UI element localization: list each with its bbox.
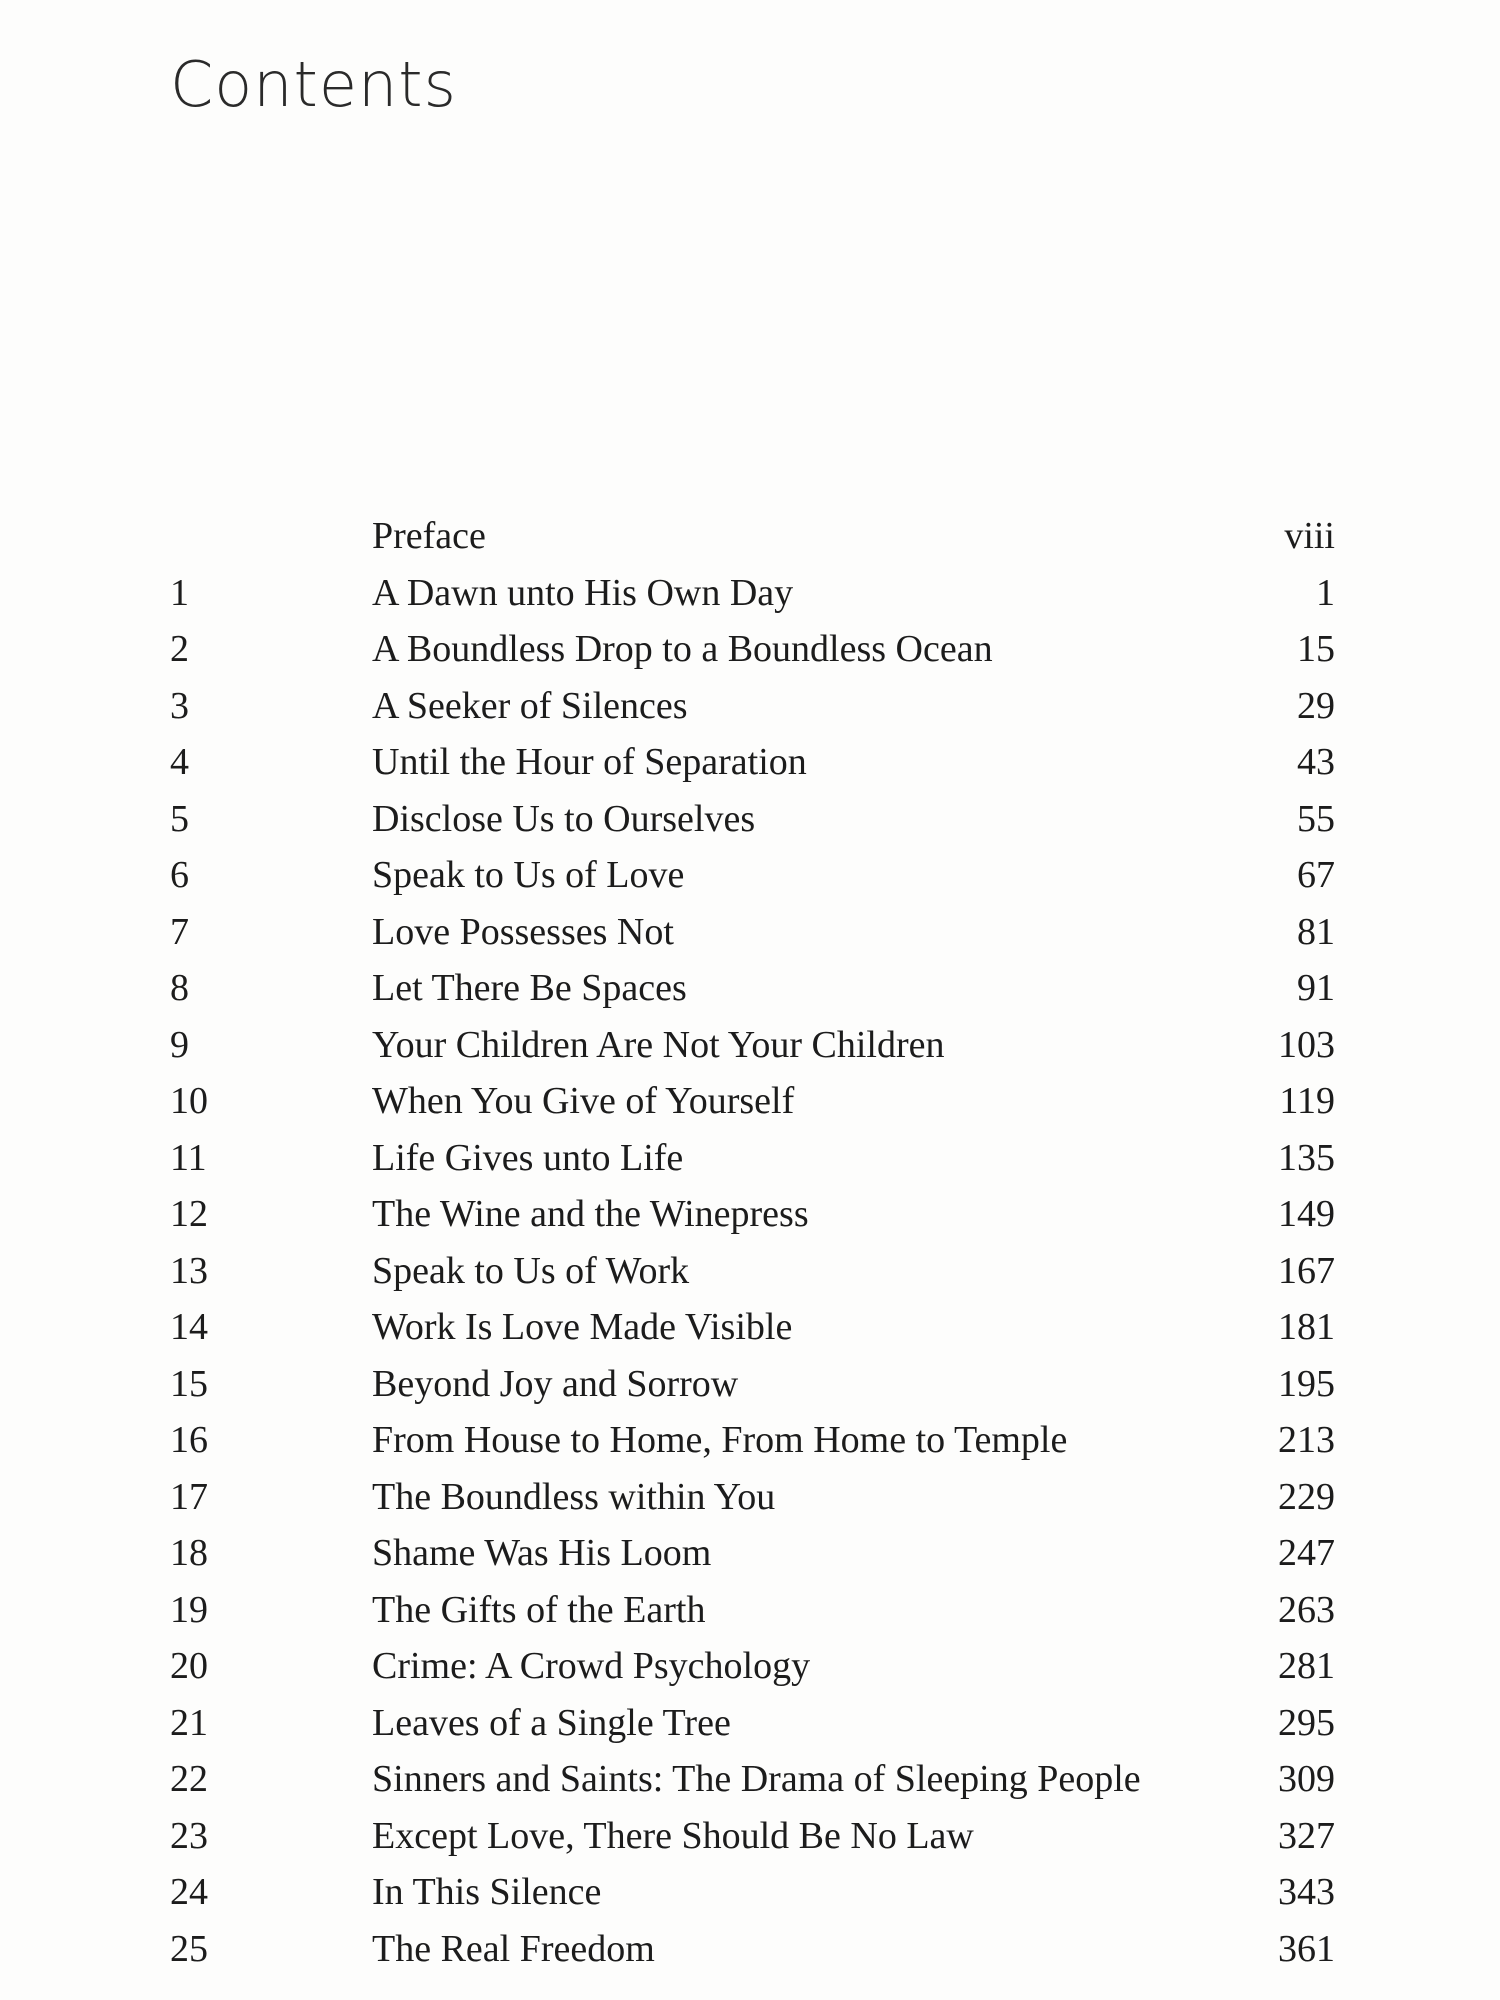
chapter-title: Work Is Love Made Visible — [372, 1306, 793, 1348]
page-number: 43 — [1297, 741, 1335, 783]
chapter-number: 10 — [170, 1080, 208, 1122]
toc-entry — [170, 621, 1335, 678]
chapter-number: 22 — [170, 1758, 208, 1800]
page-number: 15 — [1297, 628, 1335, 670]
toc-entry — [170, 791, 1335, 848]
toc-entry — [170, 904, 1335, 961]
chapter-number: 24 — [170, 1871, 208, 1913]
chapter-number: 21 — [170, 1701, 208, 1744]
page-number: 55 — [1297, 797, 1335, 840]
toc-entry — [170, 1921, 1335, 1978]
chapter-title: A Dawn unto His Own Day — [372, 571, 794, 614]
chapter-number: 11 — [170, 1136, 207, 1179]
chapter-title: In This Silence — [372, 1871, 602, 1913]
chapter-title: Speak to Us of Work — [372, 1249, 690, 1292]
chapter-title: From House to Home, From Home to Temple — [372, 1419, 1068, 1461]
chapter-number: 23 — [170, 1814, 208, 1857]
chapter-number: 2 — [170, 628, 189, 670]
toc-entry — [170, 734, 1335, 791]
chapter-title: The Wine and the Winepress — [372, 1193, 809, 1235]
chapter-title: When You Give of Yourself — [372, 1080, 795, 1122]
chapter-number: 4 — [170, 741, 189, 783]
page-number: 167 — [1278, 1249, 1335, 1292]
chapter-number: 12 — [170, 1193, 208, 1235]
toc-entry — [170, 1525, 1335, 1582]
chapter-title: Sinners and Saints: The Drama of Sleeping People — [372, 1758, 1141, 1800]
toc-entry — [170, 1356, 1335, 1413]
chapter-title: Your Children Are Not Your Children — [372, 1023, 945, 1066]
toc-entry — [170, 565, 1335, 622]
toc-entry — [170, 1017, 1335, 1074]
toc-entry — [170, 1469, 1335, 1526]
page-number: 309 — [1278, 1758, 1335, 1800]
chapter-number: 15 — [170, 1362, 208, 1405]
chapter-title: Leaves of a Single Tree — [372, 1701, 731, 1744]
chapter-title: Except Love, There Should Be No Law — [372, 1814, 974, 1857]
chapter-number: 6 — [170, 854, 189, 896]
page-number: 281 — [1278, 1645, 1335, 1687]
chapter-title: A Seeker of Silences — [372, 684, 688, 727]
toc-entry — [170, 1864, 1335, 1921]
chapter-title: Until the Hour of Separation — [372, 741, 807, 783]
toc-entry — [170, 1243, 1335, 1300]
toc-entry — [170, 1695, 1335, 1752]
chapter-number: 5 — [170, 797, 189, 840]
toc-entry — [170, 1130, 1335, 1187]
chapter-title: Preface — [372, 515, 486, 557]
toc-entry — [170, 1638, 1335, 1695]
chapter-title: The Gifts of the Earth — [372, 1588, 706, 1631]
chapter-title: Let There Be Spaces — [372, 967, 687, 1009]
chapter-title: Shame Was His Loom — [372, 1532, 712, 1574]
page-number: 103 — [1278, 1023, 1335, 1066]
chapter-number: 16 — [170, 1419, 208, 1461]
toc-entry — [170, 1299, 1335, 1356]
page-number: 149 — [1278, 1193, 1335, 1235]
toc-entry — [170, 847, 1335, 904]
page-number: 181 — [1278, 1306, 1335, 1348]
chapter-number: 1 — [170, 571, 189, 614]
page-number: 229 — [1278, 1475, 1335, 1518]
page-number: 119 — [1279, 1080, 1335, 1122]
page-number: 91 — [1297, 967, 1335, 1009]
chapter-number: 3 — [170, 684, 189, 727]
toc-entry — [170, 1808, 1335, 1865]
page-number: 29 — [1297, 684, 1335, 727]
toc-entry — [170, 508, 1335, 565]
toc-entry — [170, 1751, 1335, 1808]
page-number: 67 — [1297, 854, 1335, 896]
chapter-number: 20 — [170, 1645, 208, 1687]
chapter-title: Crime: A Crowd Psychology — [372, 1645, 811, 1687]
chapter-title: Beyond Joy and Sorrow — [372, 1362, 739, 1405]
chapter-title: A Boundless Drop to a Boundless Ocean — [372, 628, 993, 670]
page-number: 263 — [1278, 1588, 1335, 1631]
toc-entry — [170, 1582, 1335, 1639]
page-title: Contents — [170, 48, 457, 121]
chapter-number: 13 — [170, 1249, 208, 1292]
page-number: viii — [1284, 515, 1335, 557]
chapter-title: The Real Freedom — [372, 1927, 655, 1970]
page-number: 1 — [1316, 571, 1335, 614]
page-number: 195 — [1278, 1362, 1335, 1405]
chapter-title: Life Gives unto Life — [372, 1136, 684, 1179]
page-number: 213 — [1278, 1419, 1335, 1461]
table-of-contents — [170, 508, 1335, 1977]
page-number: 327 — [1278, 1814, 1335, 1857]
page-number: 343 — [1278, 1871, 1335, 1913]
chapter-number: 14 — [170, 1306, 208, 1348]
toc-entry — [170, 1412, 1335, 1469]
toc-entry — [170, 960, 1335, 1017]
chapter-number: 8 — [170, 967, 189, 1009]
toc-entry — [170, 1073, 1335, 1130]
toc-entry — [170, 1186, 1335, 1243]
page-number: 135 — [1278, 1136, 1335, 1179]
chapter-number: 7 — [170, 910, 189, 953]
chapter-number: 9 — [170, 1023, 189, 1066]
chapter-title: Disclose Us to Ourselves — [372, 797, 756, 840]
page-number: 295 — [1278, 1701, 1335, 1744]
chapter-title: The Boundless within You — [372, 1475, 776, 1518]
page-number: 361 — [1278, 1927, 1335, 1970]
chapter-number: 19 — [170, 1588, 208, 1631]
chapter-title: Love Possesses Not — [372, 910, 674, 953]
chapter-number: 17 — [170, 1475, 208, 1518]
page-number: 81 — [1297, 910, 1335, 953]
toc-entry — [170, 678, 1335, 735]
chapter-title: Speak to Us of Love — [372, 854, 685, 896]
chapter-number: 18 — [170, 1532, 208, 1574]
page-number: 247 — [1278, 1532, 1335, 1574]
chapter-number: 25 — [170, 1927, 208, 1970]
